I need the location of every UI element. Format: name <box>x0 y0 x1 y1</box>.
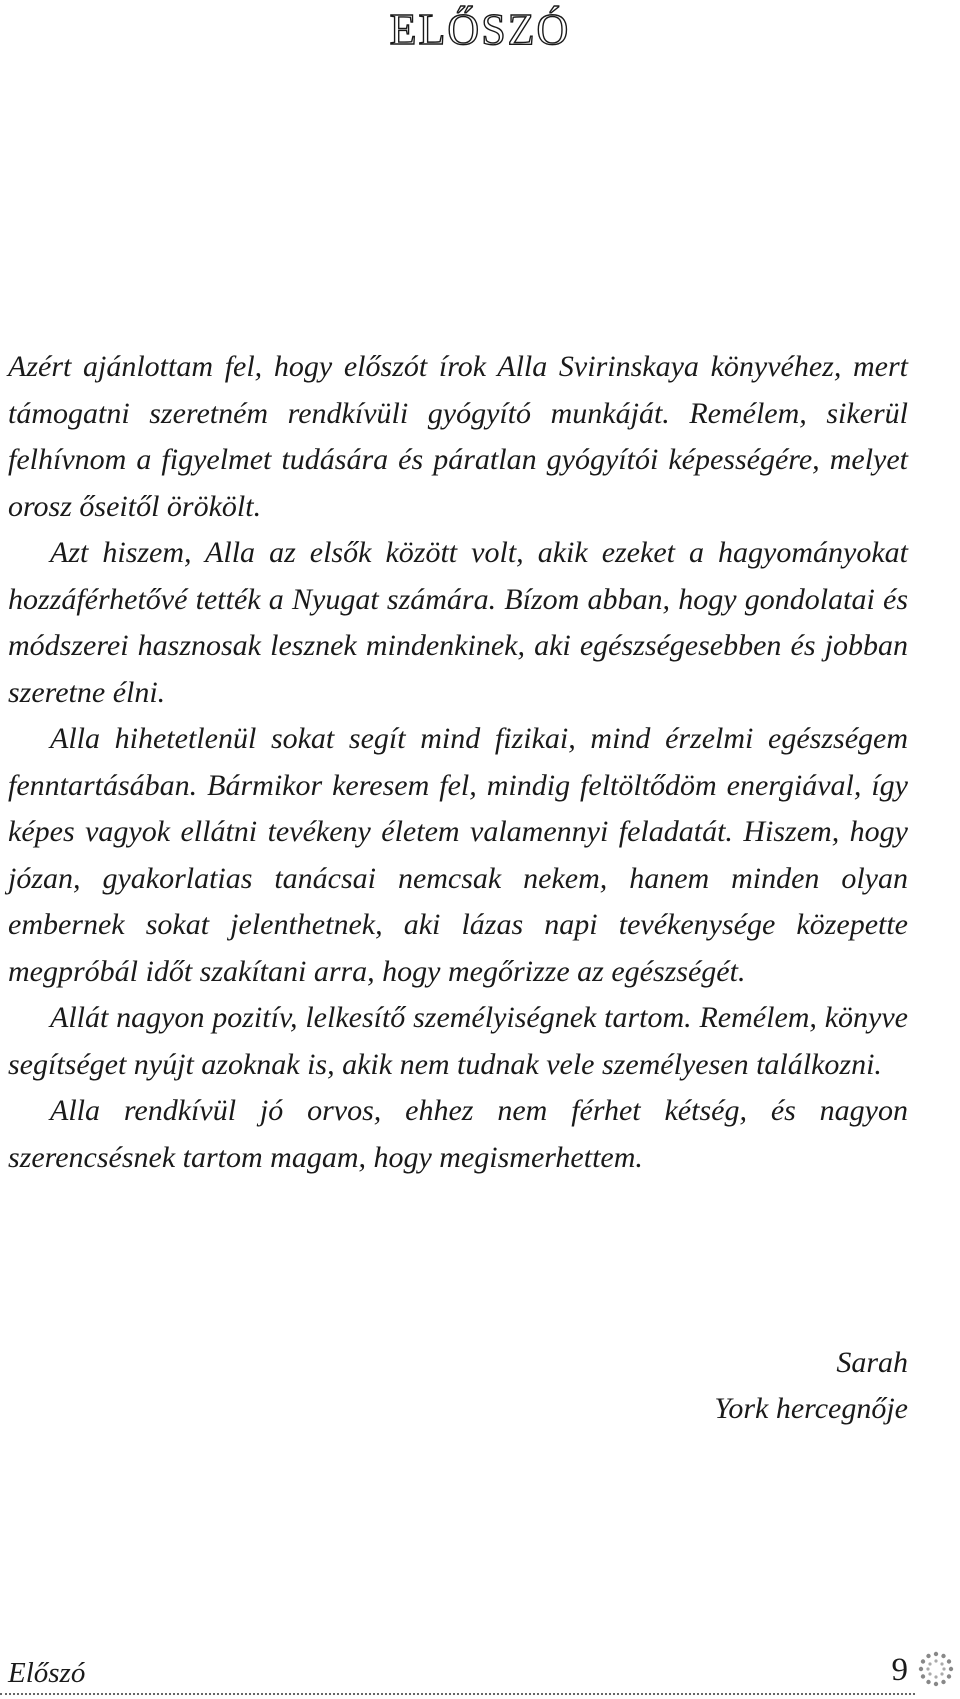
signature-block <box>714 1340 908 1432</box>
foreword-body <box>8 344 908 1181</box>
paragraph-5: Alla rendkívül jó orvos, ehhez nem férhet kétség, és nagyon szerencsésnek tartom magam, hogy megismerhettem. <box>8 1094 908 1174</box>
paragraph-4: Allát nagyon pozitív, lelkesítő személyiségnek tartom. Remélem, könyve segítséget nyújt azoknak is, akik nem tudnak vele személyesen találkozni. <box>8 1001 908 1081</box>
dotted-circle-ornament-icon <box>918 1651 954 1687</box>
signature-name: Sarah <box>836 1346 908 1379</box>
paragraph-3: Alla hihetetlenül sokat segít mind fizikai, mind érzelmi egészségem fenntartásában. Bármikor keresem fel, mindig feltöltődöm energiával, így képes vagyok ellátni tevékeny életem valamennyi feladatát. Hiszem, hogy józan, gyakorlatias tanácsai nemcsak nekem, hanem minden olyan embernek sokat jelenthetnek, aki lázas napi tevékenysége közepette megpróbál időt szakítani arra, hogy megőrizze az egészségét. <box>8 722 908 988</box>
footer-dotted-rule <box>0 1693 915 1695</box>
paragraph-1: Azért ajánlottam fel, hogy előszót írok Alla Svirinskaya könyvéhez, mert támogatni szeretném rendkívüli gyógyító munkáját. Remélem, sikerül felhívnom a figyelmet tudására és páratlan gyógyítói képességére, melyet orosz őseitől örökölt. <box>8 350 908 523</box>
page-number: 9 <box>891 1652 908 1688</box>
paragraph-2: Azt hiszem, Alla az elsők között volt, akik ezeket a hagyományokat hozzáférhetővé tették a Nyugat számára. Bízom abban, hogy gondolatai és módszerei hasznosak lesznek mindenkinek, aki egészségesebben és jobban szeretne élni. <box>8 536 908 709</box>
footer-chapter-title: Előszó <box>8 1657 86 1689</box>
page-title: ELŐSZÓ <box>389 5 571 54</box>
signature-title: York hercegnője <box>714 1392 908 1425</box>
